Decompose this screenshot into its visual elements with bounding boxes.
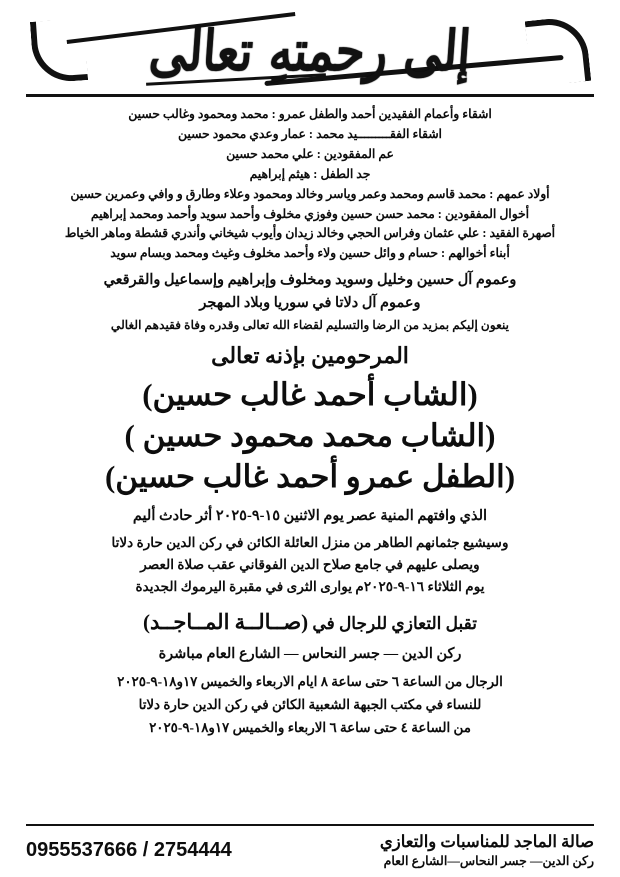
families-block	[26, 269, 594, 314]
list-item	[26, 185, 594, 205]
relatives-label: اشقاء وأعمام الفقيدين أحمد والطفل عمرو :	[271, 107, 492, 121]
relatives-label: أولاد عمهم :	[489, 186, 550, 201]
deceased-name: (الشاب أحمد غالب حسين)	[142, 377, 478, 413]
deceased-names	[26, 375, 594, 498]
list-item	[26, 244, 594, 264]
footer-divider	[26, 824, 594, 826]
relatives-list	[26, 105, 594, 264]
procession-line: وسيشيع جثمانهم الطاهر من منزل العائلة الكائن في ركن الدين حارة دلاتا	[111, 534, 509, 550]
condolences-hall-line	[26, 610, 594, 635]
relatives-value: محمد ومحمود وغالب حسين	[128, 107, 269, 121]
footer-phone[interactable]: 0955537666 / 2754444	[26, 838, 232, 861]
list-item	[26, 165, 594, 185]
families-line: وعموم آل حسين وخليل وسويد ومخلوف وإبراهيم وإسماعيل والقرقعي	[103, 272, 517, 289]
calligraphy-text: إلى رحمتهِ تعالى	[147, 18, 473, 84]
relatives-value: محمد قاسم ومحمد وعمر وياسر وخالد ومحمود وعلاء وطارق و وافي وعمرين حسين	[70, 186, 487, 201]
relatives-value: محمد حسن حسين وفوزي مخلوف وأحمد سويد وأحمد ومحمد إبراهيم	[90, 206, 435, 221]
procession-line: يوم الثلاثاء ١٦-٩-٢٠٢٥م يوارى الثرى في مقبرة اليرموك الجديدة	[135, 578, 485, 594]
footer-subtitle: ركن الدين— جسر النحاس—الشارع العام	[383, 853, 594, 868]
header-divider	[26, 94, 594, 97]
death-date-line: الذي وافتهم المنية عصر يوم الاثنين ١٥-٩-٢٠٢٥ أثر حادث أليم	[132, 507, 488, 524]
condolences-prefix: تقبل التعازي للرجال في	[312, 613, 477, 633]
deceased-title: المرحومين بإذنه تعالى	[211, 343, 409, 369]
list-item	[26, 145, 594, 165]
families-line: وعموم آل دلاتا في سوريا وبلاد المهجر	[199, 294, 421, 311]
relatives-value: علي محمد حسين	[226, 146, 314, 161]
condolences-hall-name: (صــالــة المــاجــد)	[143, 609, 309, 634]
list-item	[26, 125, 594, 145]
list-item	[26, 205, 594, 225]
invite-line: ينعون إليكم بمزيد من الرضا والتسليم لقضاء الله تعالى وقدره وفاة فقيدهم الغالي	[110, 318, 510, 333]
condolences-address: ركن الدين — جسر النحاس — الشارع العام مباشرة	[158, 645, 462, 662]
relatives-value: حسام و وائل حسين ولاء وأحمد مخلوف وغيث ومحمد وبسام سويد	[110, 246, 438, 261]
procession-line: ويصلى عليهم في جامع صلاح الدين الفوقاني عقب صلاة العصر	[140, 556, 480, 572]
relatives-label: أخوال المفقودين :	[437, 206, 530, 221]
footer	[26, 822, 594, 869]
calligraphy-header	[26, 10, 594, 92]
list-item	[26, 224, 594, 244]
condolences-time-line: الرجال من الساعة ٦ حتى ساعة ٨ ايام الاربعاء والخميس ١٧و١٨-٩-٢٠٢٥	[117, 673, 503, 689]
condolences-times	[26, 671, 594, 739]
deceased-name: (الطفل عمرو أحمد غالب حسين)	[104, 459, 516, 494]
condolences-time-line: للنساء في مكتب الجبهة الشعبية الكائن في ركن الدين حارة دلاتا	[138, 696, 482, 712]
procession-block	[26, 532, 594, 598]
relatives-label: أبناء أخوالهم :	[441, 246, 510, 261]
relatives-label: اشقاء الفقـــــــــيد محمد :	[308, 126, 442, 141]
relatives-value: هيثم إبراهيم	[249, 166, 311, 181]
relatives-value: عمار وعدي محمود حسين	[178, 126, 306, 141]
relatives-label: عم المفقودين :	[316, 146, 394, 161]
relatives-label: جد الطفل :	[313, 166, 371, 181]
list-item	[26, 105, 594, 125]
relatives-value: علي عثمان وفراس الحجي وخالد زيدان وأيوب شيخاني وأندري قشطة وماهر الخياط	[64, 226, 480, 241]
footer-title: صالة الماجد للمناسبات والتعازي	[379, 832, 594, 852]
deceased-name: (الشاب محمد محمود حسين )	[124, 418, 496, 454]
condolences-time-line: من الساعة ٤ حتى ساعة ٦ الاربعاء والخميس ١٧و١٨-٩-٢٠٢٥	[149, 719, 471, 735]
relatives-label: أصهرة الفقيد :	[482, 226, 556, 241]
